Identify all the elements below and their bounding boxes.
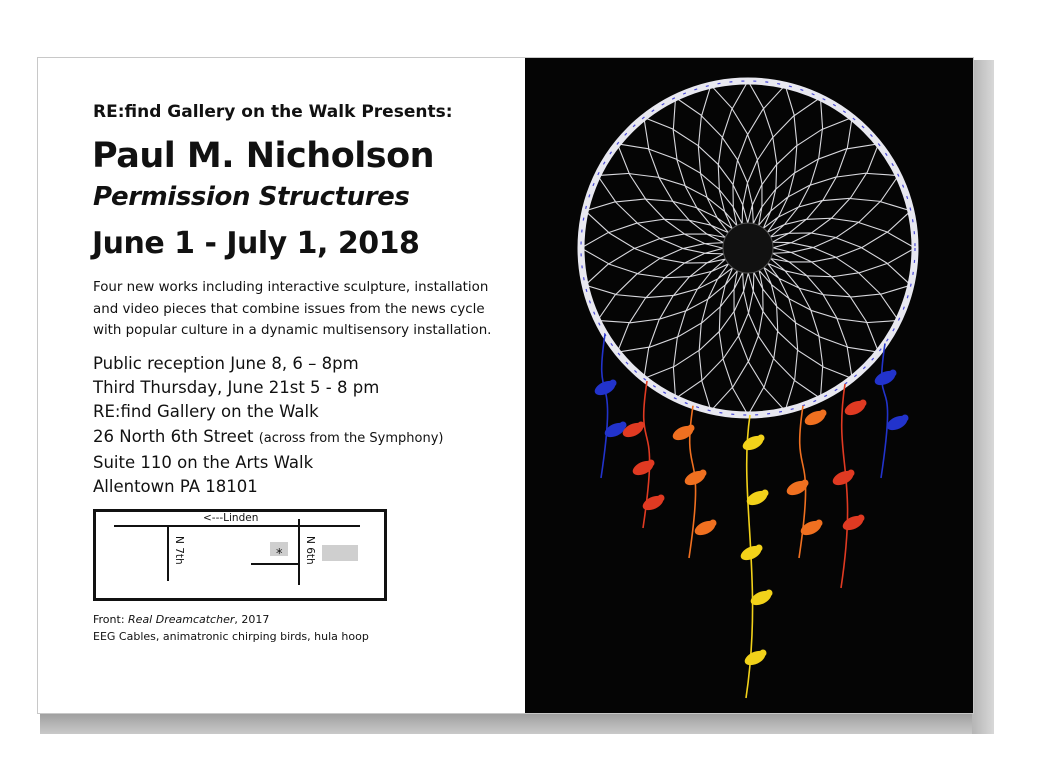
linden-street-line xyxy=(114,525,360,527)
n7th-street-line xyxy=(167,525,169,581)
bird-head xyxy=(848,470,855,477)
bird-head xyxy=(820,410,827,417)
address-line xyxy=(93,425,444,451)
show-title: Permission Structures xyxy=(93,182,410,212)
artwork-materials: EEG Cables, animatronic chirping birds, hula hoop xyxy=(93,630,369,643)
postcard xyxy=(37,57,974,714)
bird-head xyxy=(902,415,909,422)
artwork-caption xyxy=(93,611,369,645)
bird-head xyxy=(658,495,665,502)
reception-line: Public reception June 8, 6 – 8pm xyxy=(93,354,359,373)
bird-head xyxy=(710,520,717,527)
bird-head xyxy=(610,380,617,387)
caption-prefix: Front: xyxy=(93,613,129,626)
description xyxy=(93,277,523,342)
description-line: with popular culture in a dynamic multisensory installation. xyxy=(93,323,492,338)
location-map xyxy=(93,509,387,601)
bird-head xyxy=(700,470,707,477)
caption-title-line xyxy=(93,611,369,628)
description-line: Four new works including interactive sculpture, installation xyxy=(93,280,489,295)
bird-head xyxy=(648,460,655,467)
show-dates: June 1 - July 1, 2018 xyxy=(92,226,420,261)
bird-head xyxy=(890,370,897,377)
bird-head xyxy=(756,545,763,552)
address-note: (across from the Symphony) xyxy=(258,430,444,446)
gallery-marker: * xyxy=(276,547,283,562)
bird-head xyxy=(638,422,645,429)
card-shadow-right xyxy=(972,60,994,734)
bird-head xyxy=(816,520,823,527)
hanging-cable xyxy=(601,334,608,478)
bird-head xyxy=(758,435,765,442)
bird-head xyxy=(688,425,695,432)
artist-name: Paul M. Nicholson xyxy=(92,136,435,176)
third-thursday-line: Third Thursday, June 21st 5 - 8 pm xyxy=(93,378,380,398)
suite-line: Suite 110 on the Arts Walk xyxy=(93,452,314,472)
bird-head xyxy=(762,490,769,497)
street-address: 26 North 6th Street xyxy=(93,426,254,446)
artwork-photo xyxy=(525,58,973,713)
bird-head xyxy=(802,480,809,487)
description-line: and video pieces that combine issues from the news cycle xyxy=(93,301,485,317)
artwork-year: , 2017 xyxy=(234,613,270,626)
n6th-street-line xyxy=(298,519,300,585)
n7th-label: N 7th xyxy=(173,536,185,565)
event-info xyxy=(93,352,444,499)
bird-head xyxy=(620,422,627,429)
cross-street-line xyxy=(251,563,300,565)
hanging-cable xyxy=(881,343,888,478)
n6th-label: N 6th xyxy=(304,536,316,565)
city-line: Allentown PA 18101 xyxy=(93,477,258,497)
bird-head xyxy=(766,590,773,597)
dreamcatcher-illustration xyxy=(525,58,973,713)
card-shadow xyxy=(40,712,994,734)
bird-head xyxy=(760,650,767,657)
presents-line: RE:find Gallery on the Walk Presents: xyxy=(93,102,453,122)
info-panel xyxy=(38,58,525,713)
linden-label: <---Linden xyxy=(203,512,259,524)
bird-head xyxy=(858,515,865,522)
hanging-cable xyxy=(841,384,848,588)
symphony-building xyxy=(322,545,358,561)
gallery-name: RE:find Gallery on the Walk xyxy=(93,402,319,422)
bird-head xyxy=(860,400,867,407)
artwork-title: Real Dreamcatcher xyxy=(128,613,235,626)
web-center xyxy=(723,223,773,273)
